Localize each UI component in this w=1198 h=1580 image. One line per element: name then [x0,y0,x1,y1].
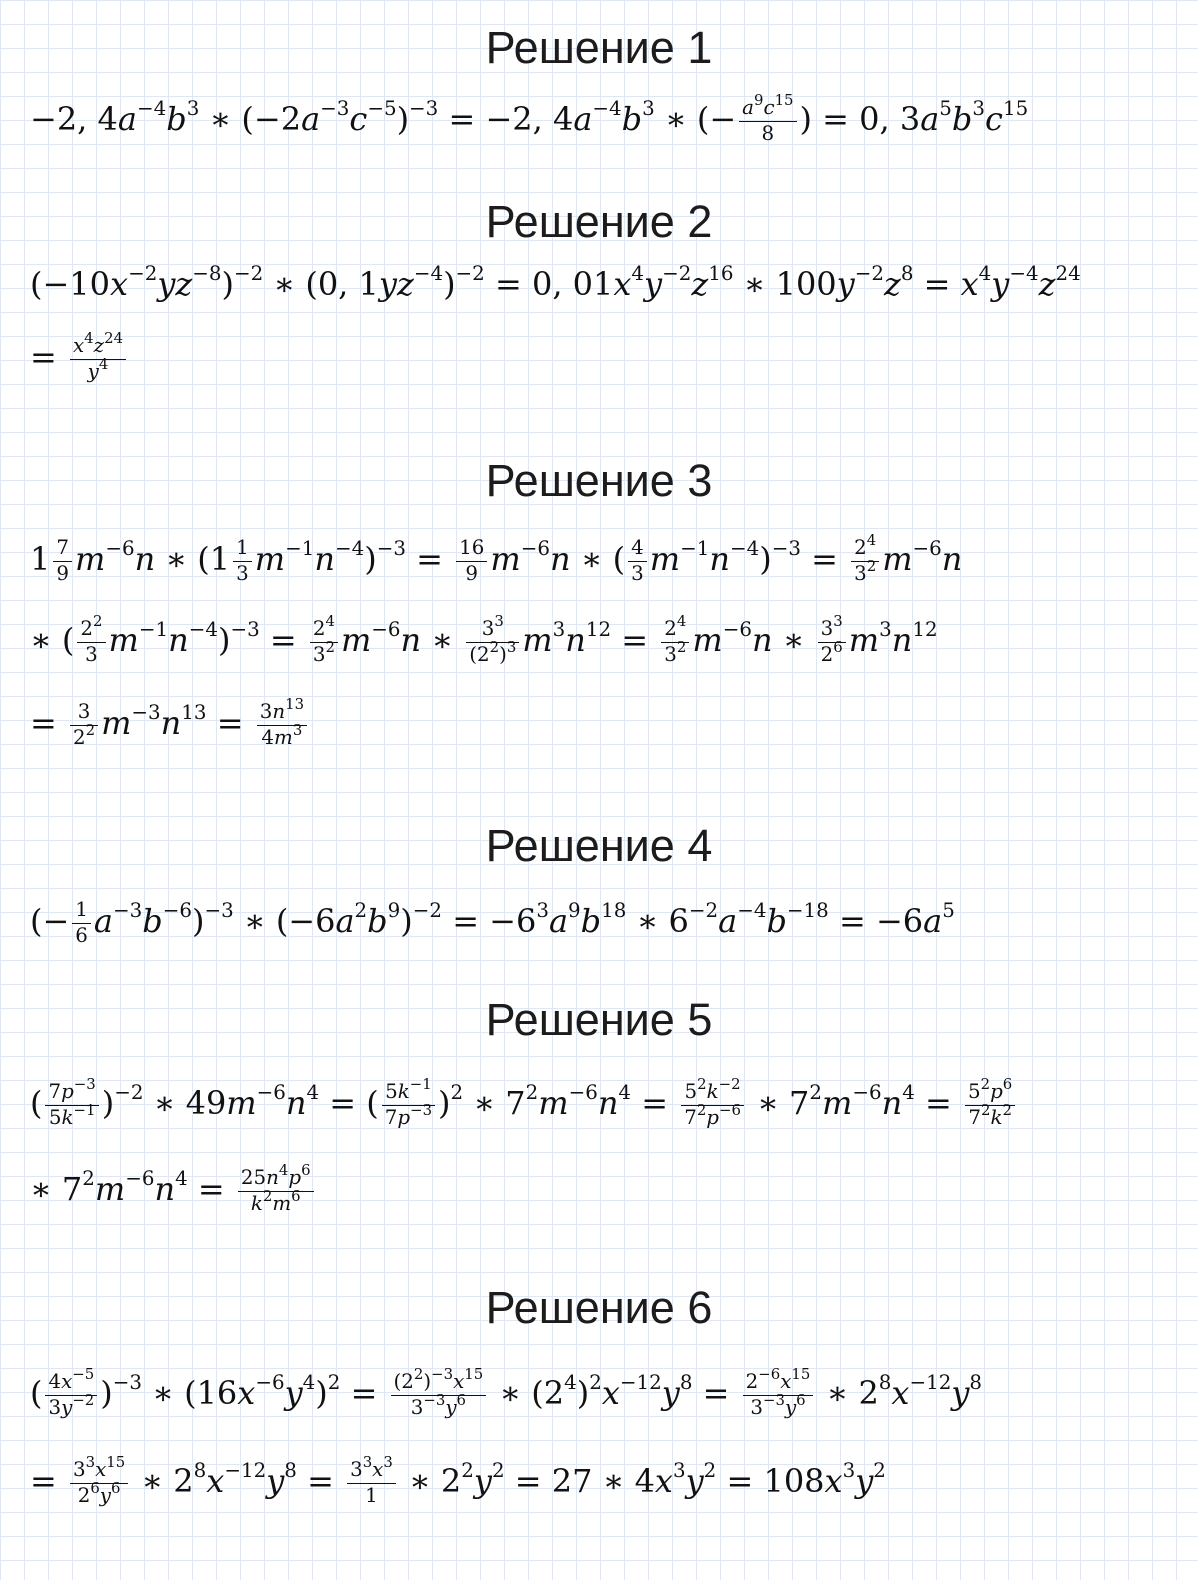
solution-2-line-1: $(-10x^{-2}yz^{-8})^{-2}$ ∗ (0, $1yz^{-4})^{-2} = 0$, $01x^4y^{-2}z^{16}$ ∗ $100y^{-2}z^8 = x^4y^{-4}z^{24}$ [30,262,1081,303]
solution-6-line-2: = $\frac{3^3x^{15}}{2^6y^6}$ ∗ $2^8x^{-12}y^8$ = $\frac{3^3x^3}{1}$ ∗ $2^2y^2 = 27$ ∗ $4x^3y^2 = 108x^3y^2$ [30,1453,886,1507]
solution-6-title: Решение 6 [485,1282,713,1333]
solution-1-line-1: −2, $4a^{-4}b^3$ ∗ $(-2a^{-3}c^{-5})^{-3} = -2$, $4a^{-4}b^3$ ∗ (− $\frac{a^9c^{15}}{8}$ ) = 0, $3a^5b^3c^{15}$ [30,91,1029,145]
solution-3-line-3: = $\frac{3}{2^2}$ $m^{-3}n^{13}$ = $\frac{3n^{13}}{4m^3}$ [30,700,310,751]
solution-3-line-1: 1 $\frac{7}{9}$ $m^{-6}n$ ∗ (1 $\frac{1}{3}$ $m^{-1}n^{-4})^{-3}$ = $\frac{16}{9}$ $m^{-6}n$ ∗ ( $\frac{4}{3}$ $m^{-1}n^{-4})^{-3}$ = $\frac{2^4}{3^2}$ $m^{-6}n$ [30,531,963,585]
solution-3-line-2: ∗ ( $\frac{2^2}{3}$ $m^{-1}n^{-4})^{-3}$ = $\frac{2^4}{3^2}$ $m^{-6}n$ ∗ $\frac{3^3}{(2^2)^3}$ $m^3n^{12}$ = $\frac{2^4}{3^2}$ $m^{-6}n$ ∗ $\frac{3^3}{2^6}$ $m^3n^{12}$ [30,612,938,666]
solution-5-line-1: ( $\frac{7p^{-3}}{5k^{-1}}$ )$^{-2}$ ∗ $49m^{-6}n^4$ = ( $\frac{5k^{-1}}{7p^{-3}}$ )$^2$ ∗ $7^2m^{-6}n^4$ = $\frac{5^2k^{-2}}{7^2p^{-6}}$ ∗ $7^2m^{-6}n^4$ = $\frac{5^2p^6}{7^2k^2}$ [30,1080,1018,1131]
solution-5-line-2: ∗ $7^2m^{-6}n^4$ = $\frac{25n^4p^6}{k^2m^6}$ [30,1166,317,1217]
solution-2-title: Решение 2 [485,196,713,247]
solution-4-title: Решение 4 [485,820,713,871]
solution-2-line-2: = $\frac{x^4z^{24}}{y^4}$ [30,334,129,385]
solution-5-title: Решение 5 [485,994,713,1045]
solution-4-line-1: (− $\frac{1}{6}$ $a^{-3}b^{-6})^{-3}$ ∗ $(-6a^2b^9)^{-2} = -6^3a^9b^{18}$ ∗ $6^{-2}a^{-4}b^{-18} = -6a^5$ [30,898,955,947]
solution-3-title: Решение 3 [485,455,713,506]
solution-1-title: Решение 1 [485,22,713,73]
solution-6-line-1: ( $\frac{4x^{-5}}{3y^{-2}}$ )$^{-3}$ ∗ $(16x^{-6}y^4)^2$ = $\frac{(2^2)^{-3}x^{15}}{3^{-3}y^6}$ ∗ $(2^4)^2x^{-12}y^8$ = $\frac{2^{-6}x^{15}}{3^{-3}y^6}$ ∗ $2^8x^{-12}y^8$ [30,1365,983,1419]
